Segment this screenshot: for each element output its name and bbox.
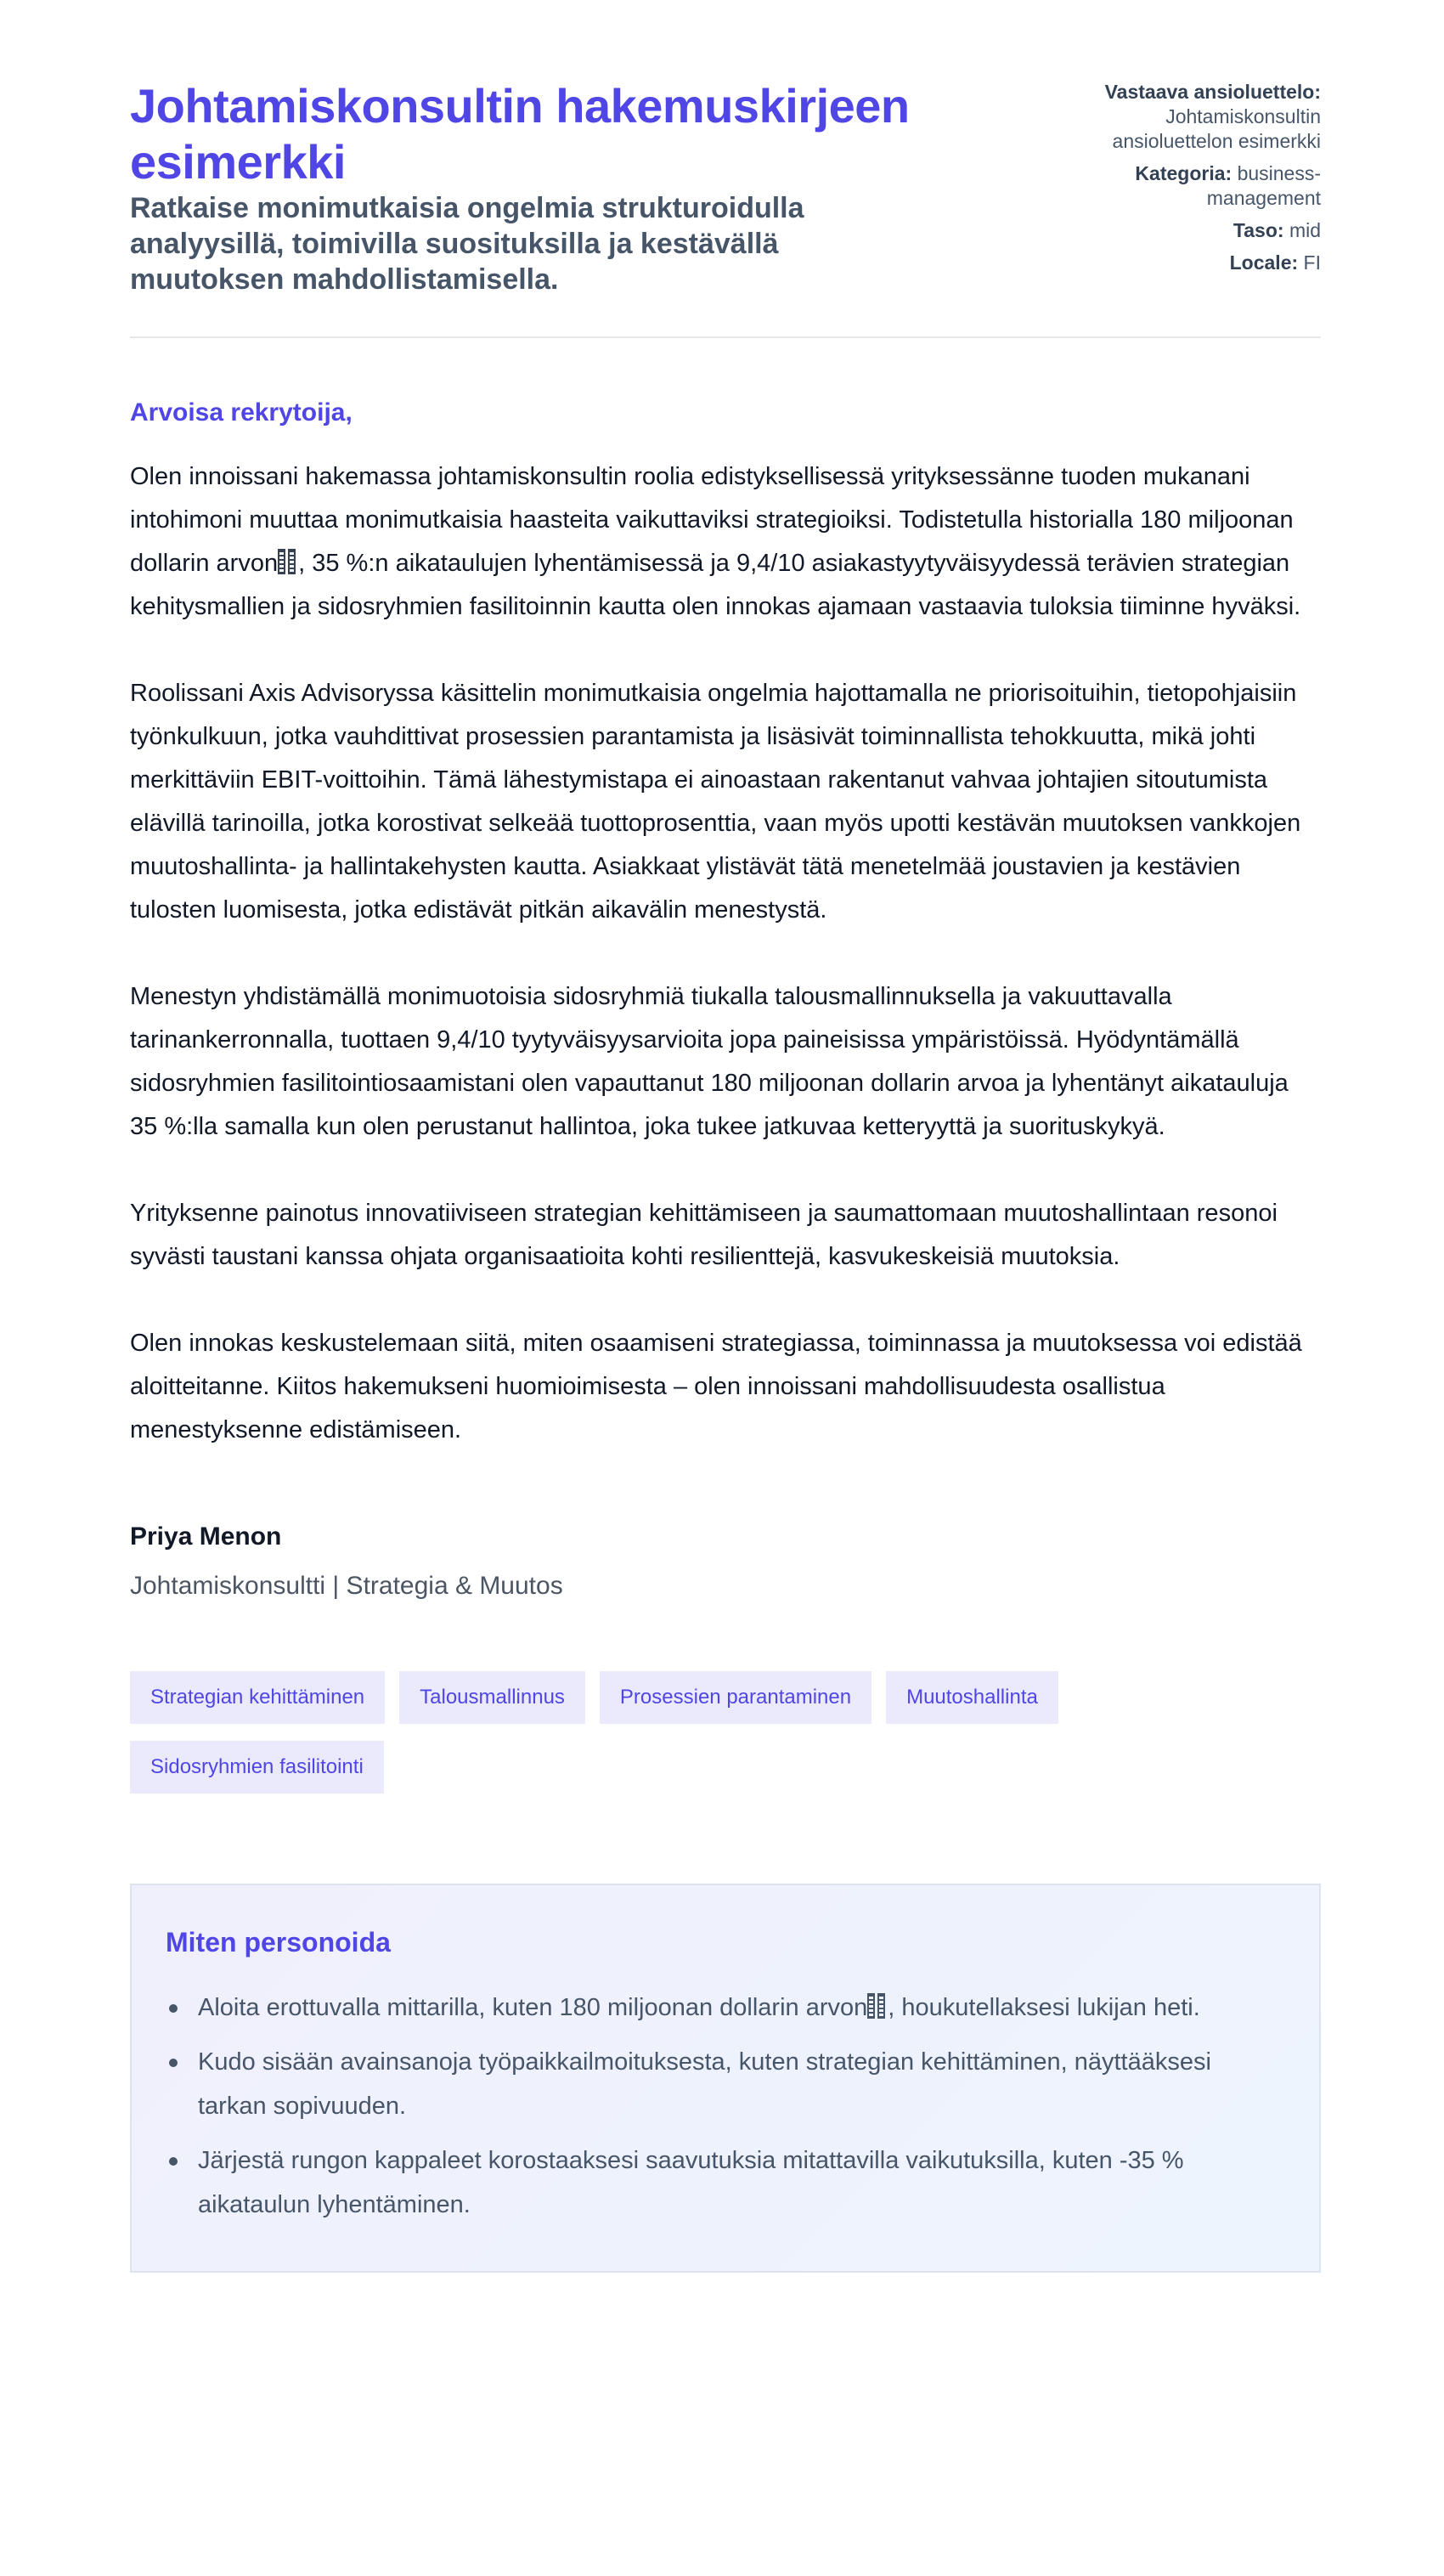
letter-paragraph-5: Olen innokas keskustelemaan siitä, miten osaamiseni strategiassa, toiminnassa ja muutoksessa voi edistää aloitteitanne. Kiitos hakemukseni huomioimisesta – olen innoissani mahdollisuudesta osallistua menestyksenne edistämiseen. [130,1330,1302,1443]
meta-locale-value: FI [1303,251,1321,274]
skill-tag: Sidosryhmien fasilitointi [130,1741,384,1794]
missing-glyph-icon [877,1993,885,2019]
meta-category-label: Kategoria: [1135,162,1232,184]
tips-item: Järjestä rungon kappaleet korostaaksesi saavutuksia mitattavilla vaikutuksilla, kuten -35 % aikataulun lyhentäminen. [198,2138,1285,2227]
paragraph-1-start: Olen innoissani hakemassa johtamiskonsultin roolia edistyksellisessä yrityksessänne tuoden mukanani intohimoni muuttaa monimutkaisia haasteita vaikuttaviksi strategioiksi. Todistetulla historialla 180 miljoonan dollarin arvon [130,463,1294,577]
personalization-tips-box [130,1884,1321,2273]
letter-paragraph-1 [130,455,1321,629]
tips-item: Kudo sisään avainsanoja työpaikkailmoituksesta, kuten strategian kehittäminen, näyttääksesi tarkan sopivuuden. [198,2040,1285,2128]
letter-paragraph-4: Yrityksenne painotus innovatiiviseen strategian kehittämiseen ja saumattomaan muutoshallintaan resonoi syvästi taustani kanssa ohjata organisaatioita kohti resilienttejä, kasvukeskeisiä muutoksia. [130,1200,1278,1270]
signature-block [130,1520,1321,1603]
meta-level [1066,218,1321,243]
header-titles [130,78,945,297]
meta-level-label: Taso: [1232,219,1284,241]
paragraph-1-end: , 35 %:n aikataulujen lyhentämisessä ja 9,4/10 asiakastyytyväisyydessä terävien strategian kehitysmallien ja sidosryhmien fasilitoinnin kautta olen innokas ajamaan vastaavia tuloksia tiiminne hyväksi. [130,550,1301,620]
meta-resume-label: Vastaava ansioluettelo: [1104,81,1321,103]
cover-letter-page [130,0,1321,2273]
tips-list [166,1986,1285,2227]
meta-resume [1066,80,1321,154]
page-title: Johtamiskonsultin hakemuskirjeen esimerkki [130,79,910,189]
meta-category-value: business-management [1206,162,1321,209]
letter-greeting: Arvoisa rekrytoija, [130,398,353,427]
missing-glyph-icon [278,549,285,574]
tips-item-1-start: Aloita erottuvalla mittarilla, kuten 180 miljoonan dollarin arvon [198,1994,868,2021]
missing-glyph-icon [867,1993,875,2019]
skill-tags [130,1671,1234,1794]
skill-tag: Prosessien parantaminen [600,1671,871,1724]
signature-role: Johtamiskonsultti | Strategia & Muutos [130,1572,563,1600]
page-header [130,78,1321,338]
skill-tag: Talousmallinnus [399,1671,585,1724]
signature-name: Priya Menon [130,1522,282,1551]
skill-tag: Strategian kehittäminen [130,1671,385,1724]
page-subtitle: Ratkaise monimutkaisia ongelmia strukturoidulla analyysillä, toimivilla suosituksilla ja kestävällä muutoksen mahdollistamisella. [130,192,804,296]
letter-paragraph-3: Menestyn yhdistämällä monimuotoisia sidosryhmiä tiukalla talousmallinnuksella ja vakuuttavalla tarinankerronnalla, tuottaen 9,4/10 tyytyväisyysarvioita jopa paineisissa ympäristöissä. Hyödyntämällä sidosryhmien fasilitointiosaamistani olen vapauttanut 180 miljoonan dollarin arvoa ja lyhentänyt aikatauluja 35 %:lla samalla kun olen perustanut hallintoa, joka tukee jatkuvaa ketteryyttä ja suorituskykyä. [130,983,1289,1140]
tips-title: Miten personoida [166,1927,391,1957]
letter-paragraph-2: Roolissani Axis Advisoryssa käsittelin monimutkaisia ongelmia hajottamalla ne priorisoituihin, tietopohjaisiin työnkulkuun, jotka vauhdittivat prosessien parantamista ja lisäsivät toiminnallista tehokkuutta, mikä johti merkittäviin EBIT-voittoihin. Tämä lähestymistapa ei ainoastaan rakentanut vahvaa johtajien sitoutumista elävillä tarinoilla, jotka korostivat selkeää tuottoprosenttia, vaan myös upotti kestävän muutoksen vankkojen muutoshallinta- ja hallintakehysten kautta. Asiakkaat ylistävät tätä menetelmää joustavien ja kestävien tulosten luomisesta, jotka edistävät pitkän aikavälin menestystä. [130,680,1301,924]
meta-resume-value: Johtamiskonsultin ansioluettelon esimerkki [1112,105,1321,152]
meta-level-value: mid [1289,219,1321,241]
tips-item [198,1986,1285,2030]
meta-panel [1066,80,1321,283]
skill-tag: Muutoshallinta [886,1671,1058,1724]
letter-body [130,455,1321,1452]
meta-category [1066,161,1321,211]
tips-item-1-end: , houkutellaksesi lukijan heti. [888,1994,1200,2021]
missing-glyph-icon [288,549,296,574]
meta-locale [1066,251,1321,275]
meta-locale-label: Locale: [1229,251,1299,274]
